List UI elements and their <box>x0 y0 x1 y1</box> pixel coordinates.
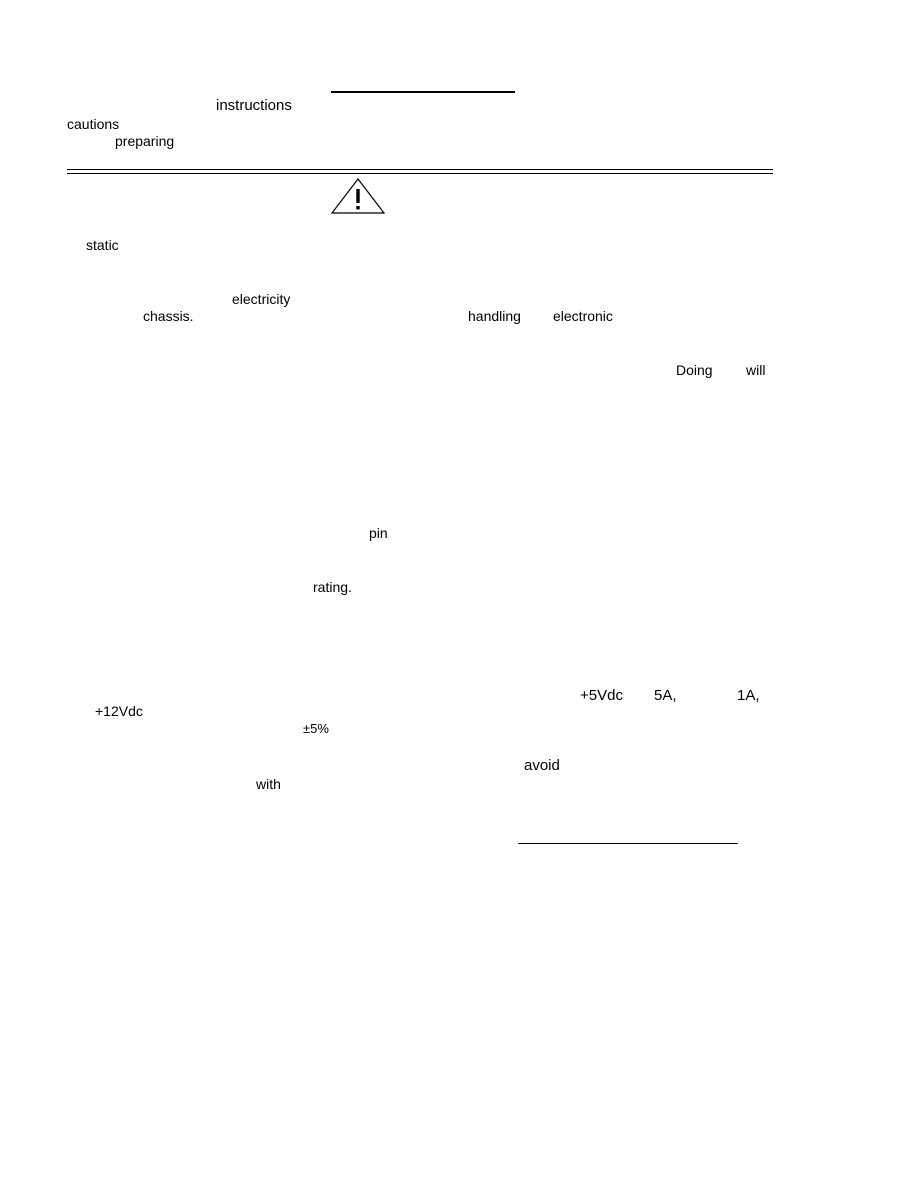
word-chassis: chassis. <box>143 308 194 324</box>
divider-line-top <box>67 169 773 170</box>
word-pin: pin <box>369 525 388 541</box>
word-preparing: preparing <box>115 133 175 149</box>
value-five-amps: 5A, <box>654 687 677 704</box>
warning-triangle-icon <box>331 178 385 214</box>
value-tolerance: ±5% <box>303 721 329 736</box>
top-underline <box>331 91 515 93</box>
word-electronic: electronic <box>553 308 613 324</box>
value-plus12vdc: +12Vdc <box>95 703 143 719</box>
word-doing: Doing <box>676 362 713 378</box>
word-instructions: instructions <box>216 97 292 114</box>
word-avoid: avoid <box>524 757 560 774</box>
word-electricity: electricity <box>232 291 291 307</box>
value-one-amp: 1A, <box>737 687 760 704</box>
divider-line-bottom <box>67 173 773 174</box>
bottom-underline <box>518 843 738 844</box>
word-will: will <box>746 362 766 378</box>
word-static: static <box>86 237 119 253</box>
word-handling: handling <box>468 308 521 324</box>
value-plus5vdc: +5Vdc <box>580 687 623 704</box>
word-rating: rating. <box>313 579 352 595</box>
word-with: with <box>256 776 281 792</box>
word-cautions: cautions <box>67 116 120 132</box>
